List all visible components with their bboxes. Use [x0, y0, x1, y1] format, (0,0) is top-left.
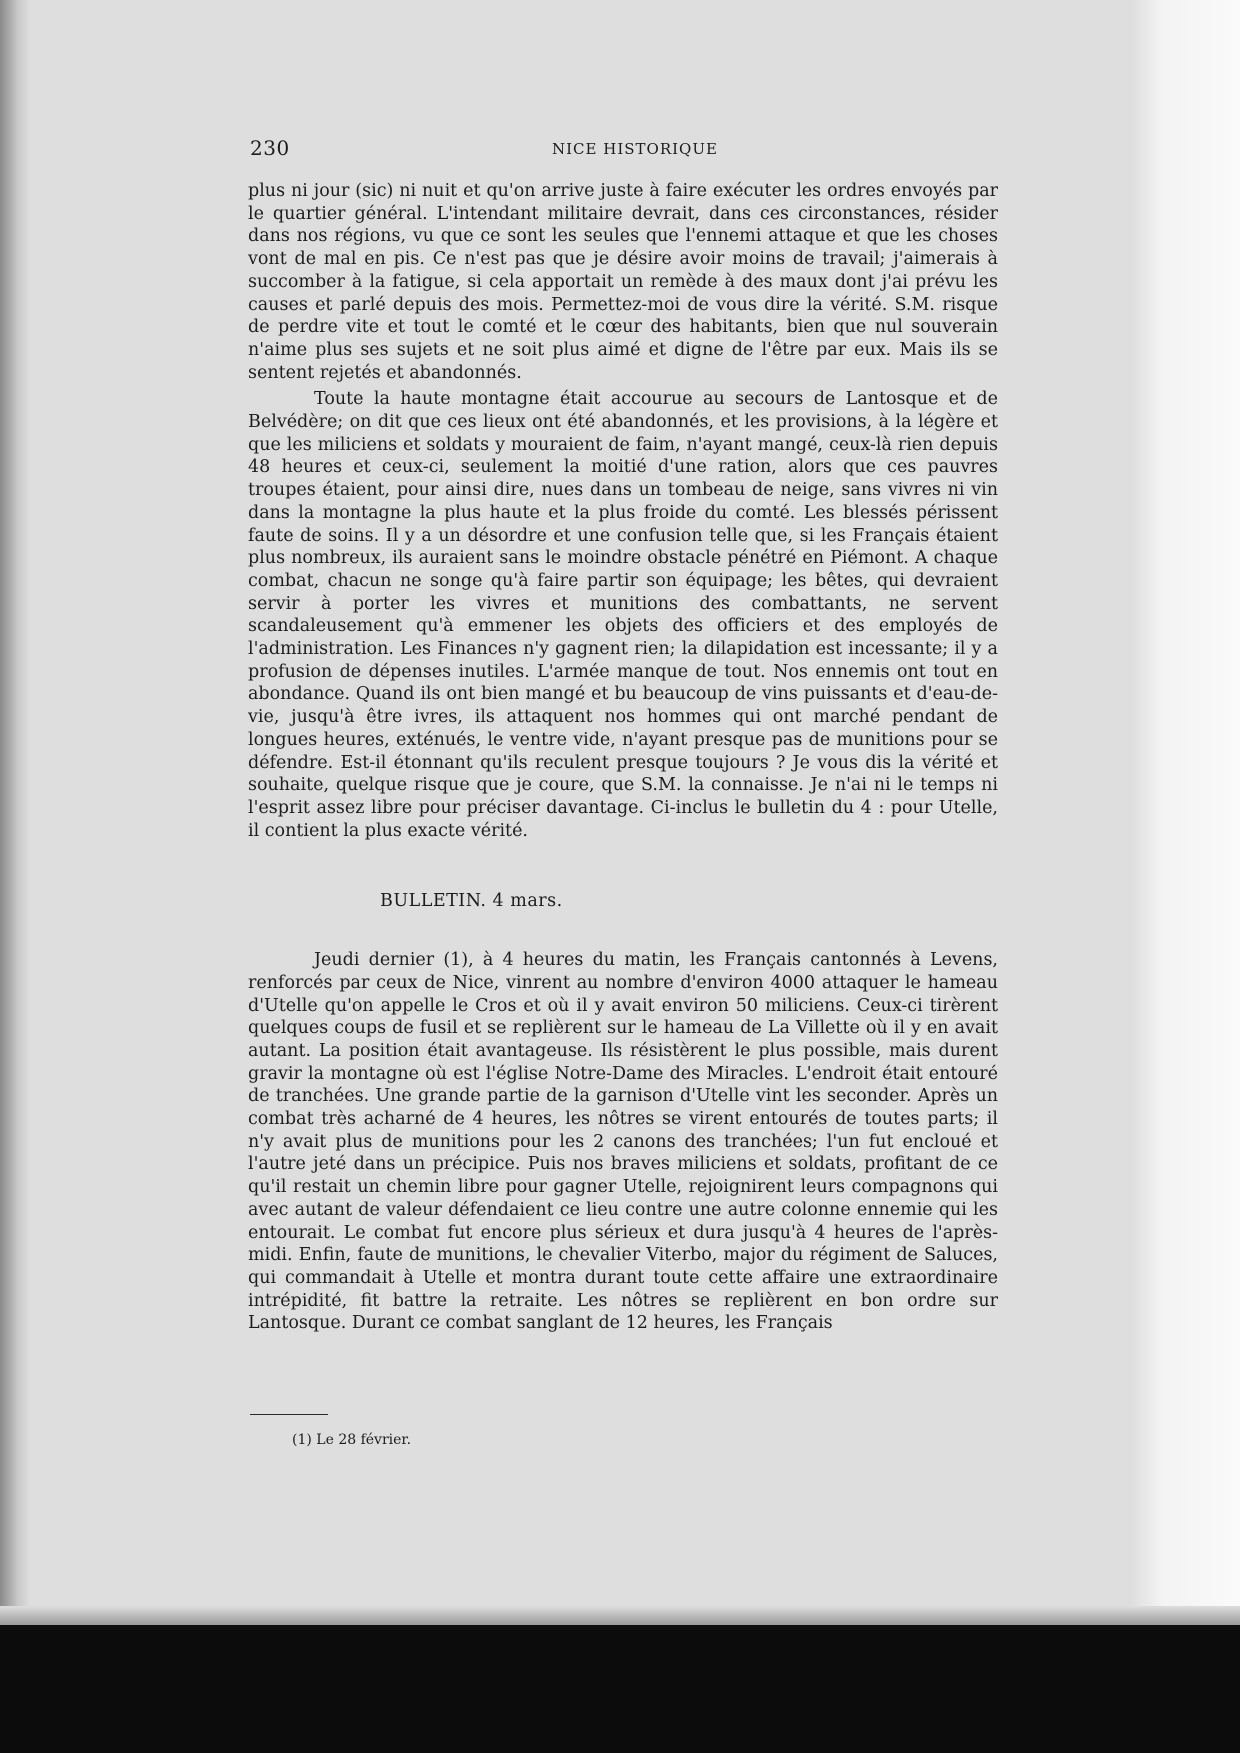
- footnote: (1) Le 28 février.: [292, 1432, 412, 1448]
- scan-bottom-black-band: [0, 1625, 1240, 1753]
- scan-bottom-edge-shadow: [0, 1606, 1240, 1625]
- scan-left-edge-shadow: [0, 0, 30, 1753]
- page-body: [248, 180, 998, 1335]
- scan-right-page-margin: [1128, 0, 1240, 1625]
- paragraph-letter-continuation: plus ni jour (sic) ni nuit et qu'on arrive juste à faire exécuter les ordres envoyés par le quartier général. L'intendant militaire devrait, dans ces circonstances, résider dans nos régions, vu que ce sont les seules que l'ennemi attaque et que les choses vont de mal en pis. Ce n'est pas que je désire avoir moins de travail; j'aimerais à succomber à la fatigue, si cela apportait un remède à des maux dont j'ai prévu les causes et parlé depuis des mois. Permettez-moi de vous dire la vérité. S.M. risque de perdre vite et tout le comté et le cœur des habitants, bien que nul souverain n'aime plus ses sujets et ne soit plus aimé et digne de l'être par eux. Mais ils se sentent rejetés et abandonnés.: [248, 181, 998, 383]
- page-number: 230: [250, 136, 290, 160]
- paragraph-bulletin-text: Jeudi dernier (1), à 4 heures du matin, les Français cantonnés à Levens, renforcés par ceux de Nice, vinrent au nombre d'environ 4000 attaquer le hameau d'Utelle qu'on appelle le Cros et où il y avait environ 50 miliciens. Ceux-ci tirèrent quelques coups de fusil et se replièrent sur le hameau de La Villette où il y en avait autant. La position était avantageuse. Ils résistèrent le plus possible, mais durent gravir la montagne où est l'église Notre-Dame des Miracles. L'endroit était entouré de tranchées. Une grande partie de la garnison d'Utelle vint les seconder. Après un combat très acharné de 4 heures, les nôtres se virent entourés de toutes parts; il n'y avait plus de munitions pour les 2 canons des tranchées; l'un fut encloué et l'autre jeté dans un précipice. Puis nos braves miliciens et soldats, profitant de ce qu'il restait un chemin libre pour gagner Utelle, rejoignirent leurs compagnons qui avec autant de valeur défendaient ce lieu contre une autre colonne ennemie qui les entourait. Le combat fut encore plus sérieux et dura jusqu'à 4 heures de l'après-midi. Enfin, faute de munitions, le chevalier Viterbo, major du régiment de Saluces, qui commandait à Utelle et montra durant toute cette affaire une extraordinaire intrépidité, fit battre la retraite. Les nôtres se replièrent en bon ordre sur Lantosque. Durant ce combat sanglant de 12 heures, les Français: [248, 950, 998, 1334]
- running-title: NICE HISTORIQUE: [552, 140, 718, 158]
- paragraph-mountain-report: Toute la haute montagne était accourue au secours de Lantosque et de Belvédère; on dit que ces lieux ont été abandonnés, et les provisions, à la légère et que les miliciens et soldats y mouraient de faim, n'ayant mangé, ceux-là rien depuis 48 heures et ceux-ci, seulement la moitié d'une ration, alors que ces pauvres troupes étaient, pour ainsi dire, nues dans un tombeau de neige, sans vivres ni vin dans la montagne la plus haute et la plus froide du comté. Les blessés périssent faute de soins. Il y a un désordre et une confusion telle que, si les Français étaient plus nombreux, ils auraient sans le moindre obstacle pénétré en Piémont. A chaque combat, chacun ne songe qu'à faire partir son équipage; les bêtes, qui devraient servir à porter les vivres et munitions des combattants, ne servent scandaleusement qu'à emmener les objets des officiers et des employés de l'administration. Les Finances n'y gagnent rien; la dilapidation est incessante; il y a profusion de dépenses inutiles. L'armée manque de tout. Nos ennemis ont tout en abondance. Quand ils ont bien mangé et bu beaucoup de vins puissants et d'eau-de-vie, jusqu'à être ivres, ils attaquent nos hommes qui ont marché pendant de longues heures, exténués, le ventre vide, n'ayant presque pas de munitions pour se défendre. Est-il étonnant qu'ils reculent presque toujours ? Je vous dis la vérité et souhaite, quelque risque que je coure, que S.M. la connaisse. Je n'ai ni le temps ni l'esprit assez libre pour préciser davantage. Ci-inclus le bulletin du 4 : pour Utelle, il contient la plus exacte vérité.: [248, 389, 998, 841]
- section-heading-bulletin: BULLETIN. 4 mars.: [380, 891, 563, 912]
- footnote-divider: [250, 1414, 328, 1415]
